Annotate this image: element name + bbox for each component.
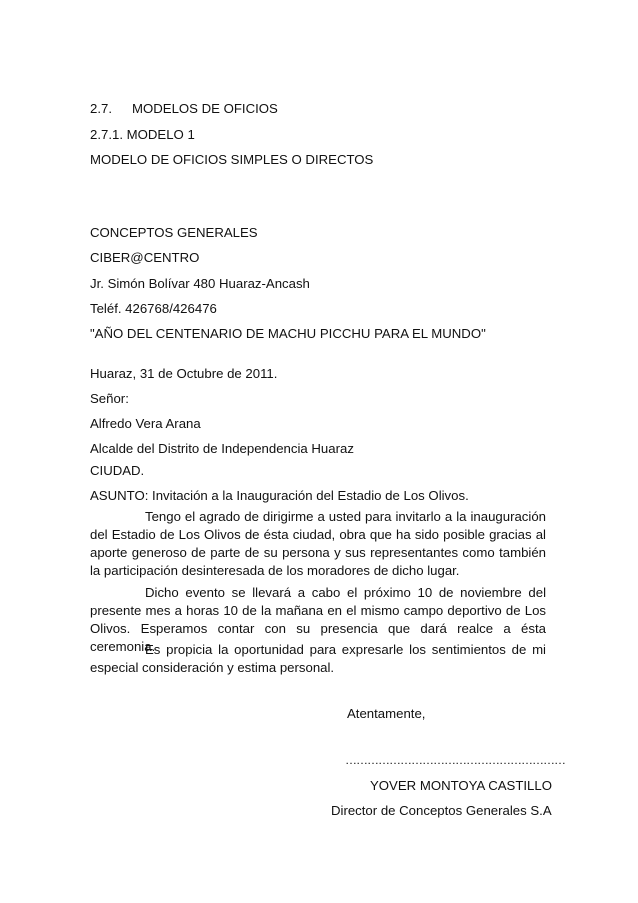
section-title: MODELOS DE OFICIOS	[132, 101, 278, 116]
signature-line: ……………………………………………………	[345, 753, 565, 767]
body-paragraph: Es propicia la oportunidad para expresarle los sentimientos de mi especial consideración y estima personal.	[90, 642, 546, 675]
place-date: Huaraz, 31 de Octubre de 2011.	[90, 366, 278, 381]
document-subtitle: MODELO DE OFICIOS SIMPLES O DIRECTOS	[90, 152, 374, 167]
recipient-city: CIUDAD.	[90, 463, 145, 478]
year-motto: "AÑO DEL CENTENARIO DE MACHU PICCHU PARA EL MUNDO"	[90, 326, 486, 341]
signer-name: YOVER MONTOYA CASTILLO	[370, 778, 552, 793]
recipient-name: Alfredo Vera Arana	[90, 416, 201, 431]
subject-line: ASUNTO: Invitación a la Inauguración del Estadio de Los Olivos.	[90, 488, 469, 503]
brand-name: CIBER@CENTRO	[90, 250, 200, 265]
salutation: Señor:	[90, 391, 129, 406]
signer-title: Director de Conceptos Generales S.A	[331, 803, 552, 818]
subsection-title: 2.7.1. MODELO 1	[90, 127, 195, 142]
company-address: Jr. Simón Bolívar 480 Huaraz-Ancash	[90, 276, 310, 291]
section-title-line	[90, 101, 278, 117]
recipient-title: Alcalde del Distrito de Independencia Huaraz	[90, 441, 354, 456]
body-paragraph: Dicho evento se llevará a cabo el próximo 10 de noviembre del presente mes a horas 10 de la mañana en el mismo campo deportivo de Los Olivos. Esperamos contar con su presencia que dará realce a ésta ceremonia.	[90, 585, 546, 654]
closing: Atentamente,	[347, 706, 426, 721]
company-phone: Teléf. 426768/426476	[90, 301, 217, 316]
body-paragraph: Tengo el agrado de dirigirme a usted para invitarlo a la inauguración del Estadio de Los Olivos de ésta ciudad, obra que ha sido posible gracias al aporte generoso de parte de su persona y sus representantes como también la participación desinteresada de los moradores de dicho lugar.	[90, 509, 546, 578]
company-name: CONCEPTOS GENERALES	[90, 225, 258, 240]
section-number: 2.7.	[90, 101, 112, 116]
